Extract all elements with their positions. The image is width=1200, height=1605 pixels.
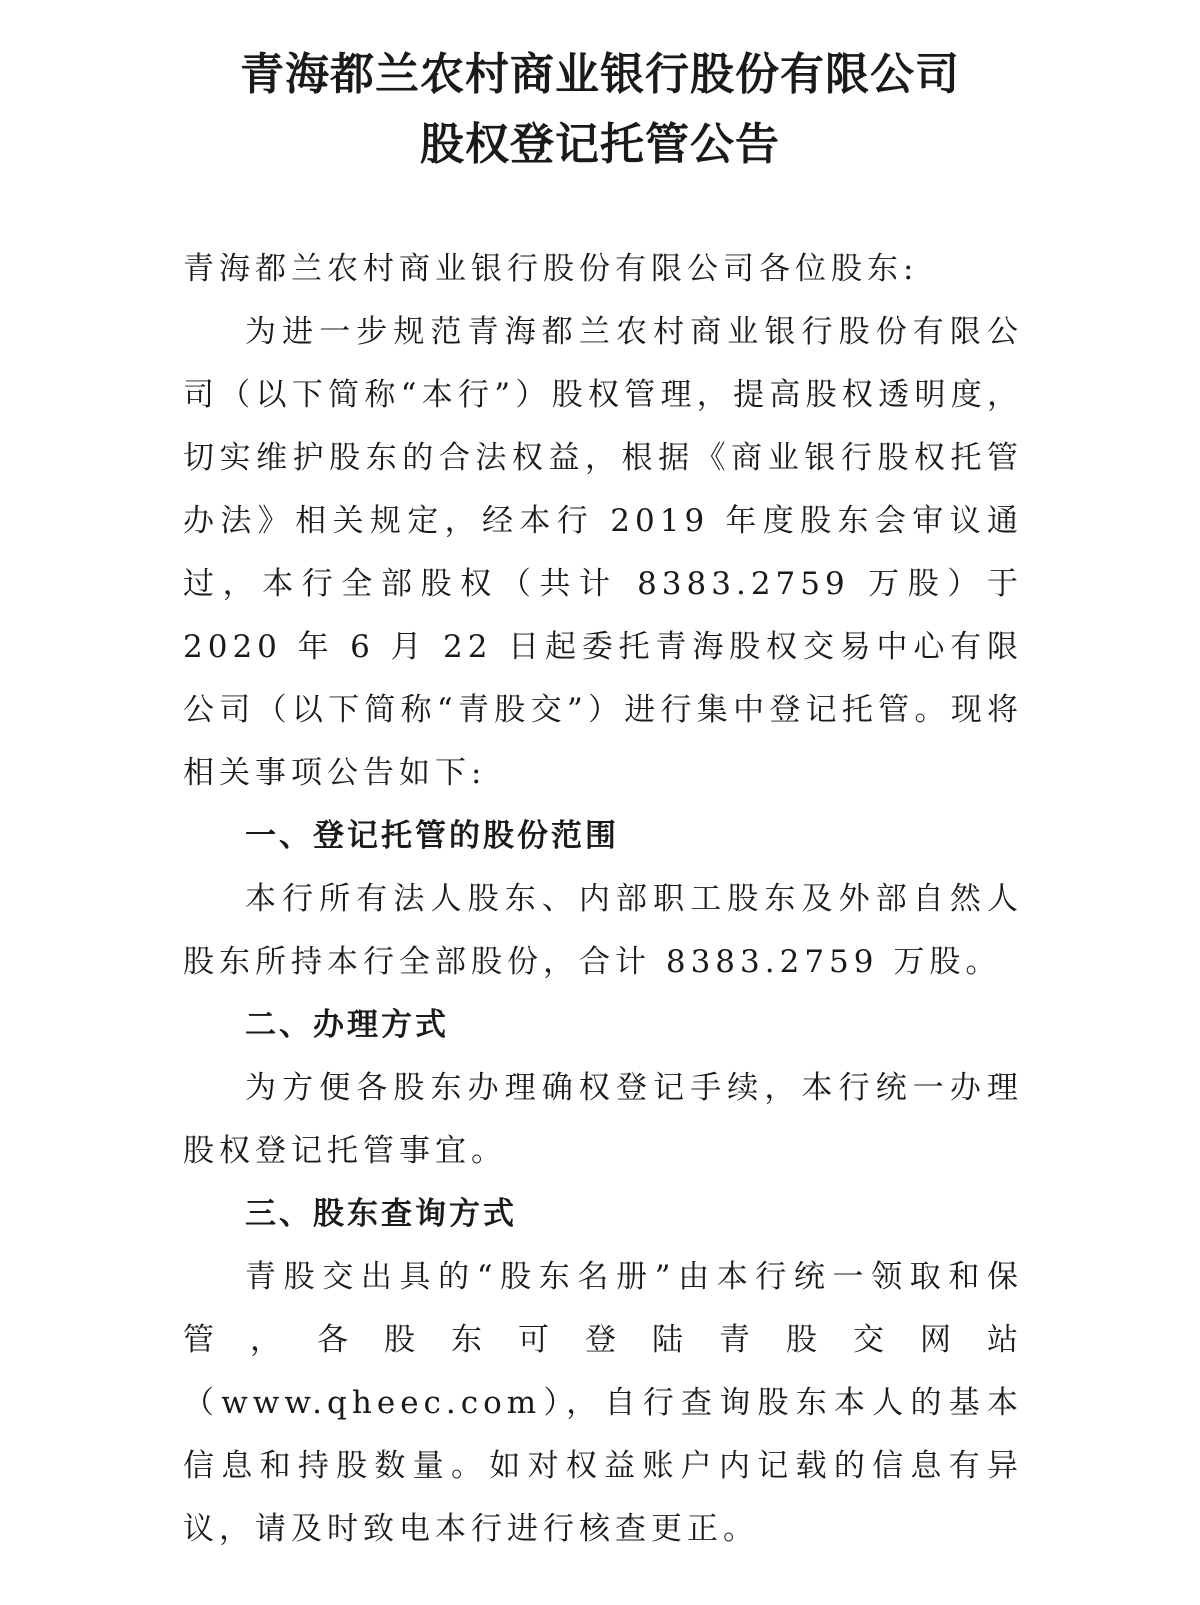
section2-paragraph: 为方便各股东办理确权登记手续，本行统一办理股权登记托管事宜。: [183, 1070, 1023, 1169]
section2-heading: 二、办理方式: [245, 1007, 449, 1043]
document-title-line1: 青海都兰农村商业银行股份有限公司: [240, 49, 960, 100]
salutation: 青海都兰农村商业银行股份有限公司各位股东:: [183, 251, 919, 287]
document-title-line2: 股权登记托管公告: [420, 119, 780, 170]
document-body: [183, 238, 1023, 1561]
section1-heading: 一、登记托管的股份范围: [245, 818, 619, 854]
section3-paragraph: 青股交出具的“股东名册”由本行统一领取和保管，各股东可登陆青股交网站（www.qheec.com），自行查询股东本人的基本信息和持股数量。如对权益账户内记载的信息有异议，请及时致电本行进行核查更正。: [183, 1259, 1023, 1547]
section1-paragraph: 本行所有法人股东、内部职工股东及外部自然人股东所持本行全部股份，合计 8383.2759 万股。: [183, 881, 1023, 980]
section3-heading: 三、股东查询方式: [245, 1196, 517, 1232]
intro-paragraph: 为进一步规范青海都兰农村商业银行股份有限公司（以下简称“本行”）股权管理，提高股权透明度，切实维护股东的合法权益，根据《商业银行股权托管办法》相关规定，经本行 2019 年度股东会审议通过，本行全部股权（共计 8383.2759 万股）于 2020 年 6 月 22 日起委托青海股权交易中心有限公司（以下简称“青股交”）进行集中登记托管。现将相关事项公告如下:: [183, 314, 1023, 791]
